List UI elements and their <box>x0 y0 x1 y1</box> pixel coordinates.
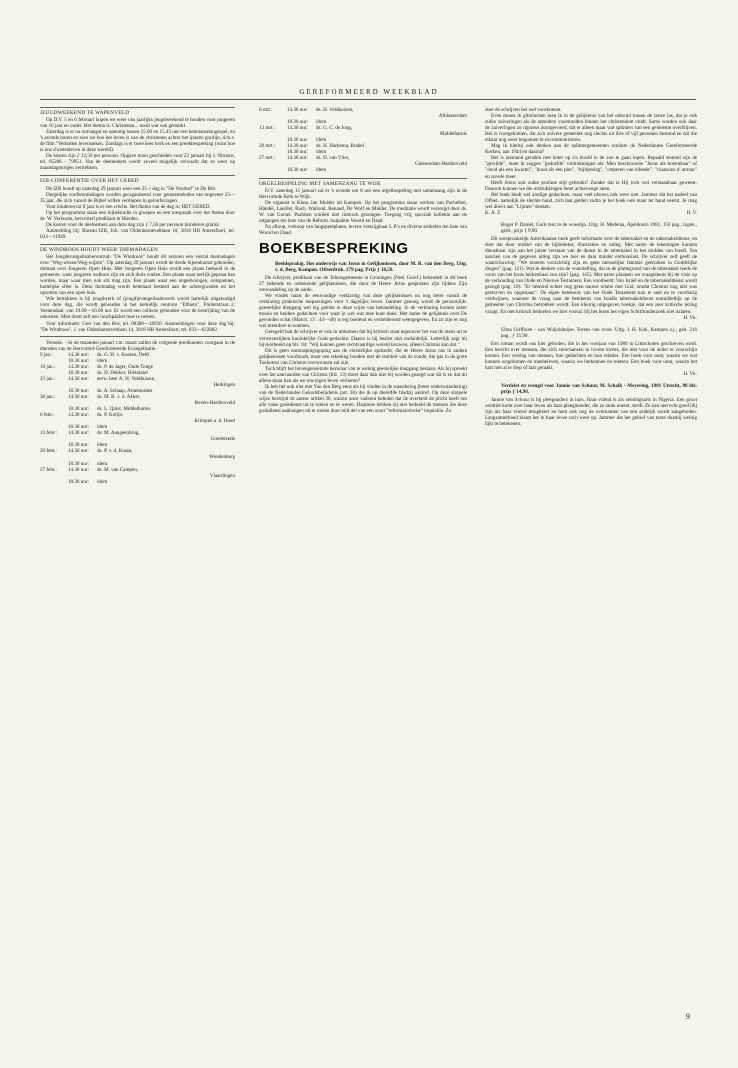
schedule-detail: ds. P. Kolijn, <box>97 412 124 419</box>
schedule-time: 18.30 uur: <box>68 387 89 394</box>
schedule-time: 18.30 uur: <box>68 460 89 467</box>
schedule-detail: idem <box>316 137 327 144</box>
paragraph: De IZB houdt op zaterdag 29 januari weer een 25 + dag in "De Voorbof" te De Bilt. <box>46 185 217 192</box>
schedule-detail: ds. H. Harkema, Brakel <box>316 143 365 150</box>
review-signature-row <box>485 210 697 216</box>
schedule-time: 18.30 uur: <box>68 357 89 364</box>
schedule-place: Alblasserdam <box>438 113 467 120</box>
boekbespreking-heading: BOEKBESPREKING <box>259 239 409 257</box>
schedule-time: 14.30 uur: <box>68 448 89 455</box>
schedule-time: 18.30 uur: <box>68 442 89 449</box>
schedule-date: 30 jan.: <box>40 394 56 401</box>
signature: K. A. Z. <box>485 209 502 216</box>
page-number: 9 <box>686 1012 690 1021</box>
schedule-detail: idem <box>316 149 327 156</box>
schedule-detail: ds. G. H. v. Kooten, Delft <box>97 351 150 358</box>
section-heading: ORGELBESPELING MET SAMENZANG TE WIJK <box>259 178 467 187</box>
paragraph: Yerseke. - In de maanden januari t.m. maart zullen de volgende predikanten voorgaan in de diensten van de Hervormd-Gereformeerde Evangelisatie. <box>40 339 235 352</box>
schedule-time: 18.30 uur: <box>287 119 308 126</box>
paragraph: Ik heb het ook niet met Van den Berg eens als hij vinden in de waardering (beter onderwaardering) van de Nederlandse Geloofsbelijdenis (art. 36) die ik op dierelfde bladzij aantref. Op deze simpele wijze bestrijdt de auteur artikel 36, waarin onze vaderen beleden dat de overheid de plicht heeft om alle valse godsdienst uit te roeien en te weren. Daarmee hebben zij niet bedoeld de mensen die deze godsdienst aanhangen uit te roeien door mid del van een soort "reformatorische" inquisitie. Zo <box>259 383 467 415</box>
schedule-row <box>40 448 235 454</box>
schedule-detail: ds. H. Veldhuizen, <box>316 107 354 113</box>
review-title: Beeldsprakig. Het onderwijs van Jezus in Gelijkenissen, door M. R. van den Berg. Uitg. v. d. Berg, Kampen. Offsetdruk. 179 pag. Prijs ƒ 18,50. <box>275 260 467 273</box>
schedule-date: 27 mrt.: <box>259 155 276 162</box>
section-heading: JEUGDWEEKEND TE WAPENVELD <box>40 107 235 116</box>
schedule-detail: ds. M. Aangeenbrug, <box>97 430 140 437</box>
schedule-detail: ds. P. de Jager, Oude Tonge <box>97 363 153 370</box>
schedule-detail: ds. P. v. d. Kraan, <box>97 448 133 455</box>
review-title: Roger P. Daniel, Gods tent in de woestijn. Uitg. H. Medema, Apeldoorn 1981, 156 pag., ingen., geill., prijs ƒ 9,90. <box>501 221 697 234</box>
service-schedule <box>40 352 235 485</box>
paragraph: Dit is geen ontmaspingsgoping aan de christelijke opdracht, die de Heere Jezus ons in andere gelijkenissen voorhoudt, maar een rekening houden met de realiteit van de zonde, die pas in de grote Toekomst van Christus overwonnen zal zijn. <box>259 347 467 366</box>
schedule-detail: idem <box>97 442 108 449</box>
schedule-time: 14.30 uur: <box>287 125 308 132</box>
schedule-row <box>40 467 235 473</box>
paragraph: Het Jeugdevangelisatiecentrum "De Windroos" houdt dit seizoen een viertal themadagen over "Weg-wezen/Weg-wijzen". Op zaterdag 29 januari wordt de derde bijeenkomst gehouden, ditmaal over Jongeren Open Huis. Met Jongeren Open Huis wordt een plaats bedoeld in de gemeente, waar jongeren welkom zijn en zich thuis voelen. Een plaats waar eerlijk gepraat kan worden, maar waar men ook stil mag zijn. Een plaats waar een ongedwongen, ontspannen, hartelijke sfeer is. Deze themadag wordt helemaal besteed aan de achtergronden en het opzetten van een open huis. <box>40 253 235 297</box>
paragraph: Na afloop, verkoop van langspeelplaten, tevens verkrijgbaar L.P.'s en diverse artikelen ten bate van Woord en Daad. <box>259 223 467 236</box>
schedule-row <box>259 167 467 173</box>
signature: H. V. <box>686 209 697 216</box>
schedule-date <box>259 167 287 173</box>
schedule-detail: eerw. heer A. H. Veldhuizen, <box>97 375 156 382</box>
paragraph: De kosten zijn ƒ 12,50 per persoon. Opgave moet geschieden voor 22 januari bij J. Nitrauw, tel. 05206 - 79951. Van de deelnemers wordt zoveel mogelijk verwacht dat ze weer op maandagmorgen vertrekken. <box>40 153 235 172</box>
paragraph: Geregeld laat de schrijver er ook in uitkomen dat hij kritisch staat tegenover het van de mens uit te verwezenlijken koninkrijke Gods-gedachte. Daarin is hij beslist niet onduidelijk. Letterlijk zegt hij bijvoorbeeld op blz. 94: "Wij kunnen geen rechtvaardige wereld bouwen, alleen Christus kan dat." <box>259 329 467 348</box>
paragraph: Op D.V. 5 en 6 februari hopen we weer ons jaarlijks jeugdweekend te houden voor jongeren van 16 jaar en ouder. Het thema is: Christenen... nooit wat van gemerkt. <box>40 117 235 130</box>
paragraph: Toch blijft het bovengenoemde bezwaar van te weinig geestelijke diepgang bestaan. Als hij spreekt over het aanvaarden van Christus (blz. 13) moet daar dan niet bij worden gezegd wat dit is en dat dit alleen maar kan als we ons eigen leven verlieren? <box>259 365 467 384</box>
signature: H. Vk. <box>683 314 697 321</box>
paragraph: De kosten voor de deelnemers aan deze dag zijn ƒ 7,50 per persoon (kinderen gratis). <box>46 221 220 228</box>
schedule-detail: idem <box>316 167 327 174</box>
schedule-place: Krimpen a. d. IJssel <box>194 418 235 425</box>
schedule-place: Boven-Hardinxveld <box>194 400 235 407</box>
schedule-date: 20 mrt.: <box>259 143 276 150</box>
schedule-date: 9 jan.: <box>40 351 53 358</box>
signature: H. Vk. <box>683 370 697 377</box>
schedule-detail: ds. G. C. de Jong, <box>316 125 353 132</box>
paragraph: D.V. zaterdag 15 januari zal er 's avonds om 8 uur een orgelbespeling met samenzang zijn in de Hervormde Kerk te Wijk. <box>259 187 467 200</box>
paragraph: doet de schrijven het wel voorkomen. <box>485 107 562 113</box>
schedule-date: 13 mrt.: <box>259 125 276 132</box>
service-schedule-continued <box>259 107 467 174</box>
schedule-detail: idem <box>97 478 108 485</box>
masthead: GEREFORMEERD WEEKBLAD <box>299 88 439 96</box>
paragraph: Dit oorspronkelijk Amerikaanse boek geeft informatie over de tabernakel en de tabernakeldienst, en doet dat door middel van de bijbeltekst, illustraties en uitleg. Met name de tekeningen kunnen dienstbaar zijn aan het juiste verstaan van de dienst in de tabernakel in het midden van Israël. Ten aanzien van de gegeven uitleg zijn we hier en daar minder enthousiast. De schrijver zelf geeft de waarschuwing: "We moeten voorzichtig zijn en geen menselijke fantasie gebruiken in Goddelijke dingen" (pag. 121). Wat te denken van de voorstelling, dat in de plattegrond van de tabernakel reeds de vorm van het kruis herkenbaar zou zijn? (pag. 145). Met name plaatsen we vraagtekens bij de visie op de verhouding van Oude en Nieuwe Testament. Een voorbeeld: Van Israël en de tabernakeldienst wordt gezegd (pag. 10): "Er bestond echter nog geen nauwe relatie met God, omdat Christus nog niet was gestorven en opgestaan". De eigen betekenis van het Oude Testament kan te snel en te voorbarig verdwijnen, wanneer de vraag naar de betekenis van Israëls tabernakeldienst onmiddellijk op de gemeente van Christus betrokken wordt. Een kleurig uitgegeven boekje, dat een zeer kritische lezing vraagt. En met kritisch bedoelen we hier vooral: bij het lezen het eigen Schriftonderzoek niet nalaten. <box>485 235 697 315</box>
schedule-time: 18.30 uur: <box>287 167 308 174</box>
schedule-place: Vlaardingen <box>209 472 235 479</box>
section-heading: IZB-CONFERENTIE OVER HET GEBED <box>40 175 235 184</box>
schedule-place: Middelharnis <box>439 131 467 138</box>
paragraph: Wie betrokken is bij jeugdwerk of (jeugd)evangelisatiewerk wordt hartelijk uitgenodigd voor deze dag, die wordt gehouden in het kerkelijk centrum "Eltheto", Fluiterstraat 2, Veenendaal, van 10.00—16.00 uur. Er wordt een collecte gehouden voor de bestrijding van de onkosten. Men dient zelf een lunchpakket mee te nemen. <box>40 296 235 321</box>
schedule-date: 27 febr.: <box>40 466 57 473</box>
schedule-date: 23 jan.: <box>40 375 56 382</box>
schedule-place: Goedereede <box>210 436 235 443</box>
schedule-date: 16 jan.: <box>40 363 56 370</box>
paragraph: Op het programma staan een bijbelstudie in groepen en een toespraak over het thema door ds. W. Verboom, hervormd predikant te Hierden. <box>40 209 235 222</box>
paragraph: Dergelijke conferentiedagen worden georganiseerd voor gemeenteleden van ongeveer 25—35 jaar, die zich vanuit de Bijbel willen verdiepen in geloofsvragen. <box>40 191 235 204</box>
paragraph: Voor informatie: Gert van den Bos, tel. 08380—18926. Aanmeldingen voor deze dag bij: "De Windroos", J. van Oldenbarneveltlaan 14, 3818 HB Amersfoort, tel. 033—622802. <box>40 320 235 333</box>
schedule-detail: idem <box>316 119 327 126</box>
paragraph: De organist is Klaas Jan Mulder uit Kampen. Op het programma staan werken van Pachelbel, Händel, Loeillet, Bach, Wallond, Renaud, De Wolf en Mulder. De meditatie wordt verzorgd door ds. W. van Gorsel. Psalmen worden niet ritmisch gezongen. Toegang vrij, speciale kollekte aan de uitgangen ten bate van de Reform. hulpaktie Woord en Daad. <box>259 199 467 224</box>
column-2 <box>259 107 467 414</box>
schedule-time: 14.30 uur: <box>68 363 89 370</box>
section-heading: DE WINDROOS HOUDT WEER THEMADAGEN <box>40 244 235 253</box>
schedule-date: 20 febr.: <box>40 448 57 455</box>
divider <box>40 336 235 337</box>
paragraph: Een roman wordt ons hier geboden, die in het voorjaar van 1980 in Limschoten geschreven werd. Een bericht over mensen, die zich verschansen in ivoren torens, die niet voor de ander te voorschijn komen. Een verslag van mensen, hun gedachten en hun relaties. Een boek voor uren, waarin we wat kunnen wegdromen en meebeleven, waarin we herkennen en toetsen. Een boek voor uren, waarin het hart niet al te diep of laat geraakt. <box>485 340 697 371</box>
schedule-time: 14.30 uur: <box>68 466 89 473</box>
schedule-place: Giessendam-Hardinxveld <box>414 161 467 168</box>
schedule-detail: ds. M. B. v. d. Akker, <box>97 394 141 401</box>
paragraph: Jannie van Schuur is bij pleegouders in huis. Haar vriend is als zendingsarts in Nigeria. Een groot verdriet komt over haar leven als haar pleegmoeder, die ze tante noemt, sterft. Ze kan niet echt goed blij zijn als haar vriend terugkeert en hem ook nog de overnamen van een praktijk wordt aangeboden. Langzamerhand klaart het in haar leven toch weer op. Jammer dat het geloof van tante daarbij weinig lijkt te betekenen. <box>485 397 697 428</box>
schedule-time: 18.30 uur: <box>68 406 89 413</box>
schedule-row <box>40 479 235 485</box>
paragraph: Aanmelding bij: Bureau IZB, Joh. van Oldenbarneveltlaan 10, 3818 HB Amersfoort, tel. 033—11949. <box>40 227 235 240</box>
schedule-detail: idem <box>97 460 108 467</box>
schedule-detail: ds. M. van Campen, <box>97 466 139 473</box>
column-3 <box>485 107 697 427</box>
paragraph: De schrijver, predikant van de Tehuisgemeente in Groningen (Ned. Geref.) behandelt in dit boek 27 bekende en onbekende gelijkenissen, die door de Heere Jezus gesproken zijn tijdens Zijn omwandeling op de aarde. <box>259 275 467 294</box>
paragraph: We vinden naast de eenvoudige verklaring van deze gelijkenissen nu nog beter vanuit de verklaring praktische toepassingen voor 't dagelijks leven. Jammer genoeg wordt de persoonlijk-geestelijke diepgang wel erg gemist in deze wijze van behandeling. In de verklaring komen zeker mooie en heldere gedachten voor waar je wel wat mee kunt doen. Met name de gelijkenis over De gevonden schat (Match. 13 : 44—46) is erg boeiend en verhelderend weergegeven. En zo zijn er nog wel meerdere te noemen. <box>259 293 467 330</box>
header-rule <box>40 99 696 100</box>
schedule-detail: idem <box>97 424 108 431</box>
paragraph: Voor kinderen tot 8 jaar is er een crèche. Het thema van de dag is: HET GEBED. <box>46 203 211 210</box>
paragraph: Het is niemand geraden met boter op z'n hoofd in de zon te gaan lopen. Bepaald stotend zijn de "gewilde", moet ik zeggen "gedurfde" uitdrukkingen als: Men beschouwde "Jezus als boemelaar" of "dood als een kwartel", "dood als een pier", "bijltjesdag", "creperen van ellende", "chansons d' amour" en zovele meer. <box>485 155 697 180</box>
schedule-row <box>259 107 467 113</box>
schedule-detail: ds. D. Dekker, Dirksland <box>97 369 148 376</box>
schedule-time: 18.30 uur: <box>68 424 89 431</box>
schedule-date: 6 mrt.: <box>259 107 273 113</box>
paragraph: Mag ik hierbij ook denken aan de splintergemeenten rondom de Nederlandse Gereformeerde Kerken, aan 1944 en daarna? <box>485 143 697 156</box>
paragraph: Zaterdag is er na ontvangst en opening tussen 15.00 en 15.45 uur een kennismakingsspel, en 's avonds horen en zien we hoe het leven is van de christenen achter het ijzeren gordijn, d.m.v. de film "Verboden levensteken. Zondags is er twee keer kerk en een preekbespreking (want hoe is ons christenleven in deze wereld). <box>40 129 235 154</box>
schedule-time: 14.30 uur: <box>287 143 308 150</box>
schedule-detail: ds. A. Schaap, Arnemuiden <box>97 387 153 394</box>
schedule-detail: idem <box>97 357 108 364</box>
review-title: Verdriet en vreugd voor Jannie van Schuur, M. Schalk - Meyering, 1981 Utrecht, 88 blz. prijs ƒ 14,90. <box>501 382 697 396</box>
schedule-detail: ds. D. van Vliet, <box>316 155 350 162</box>
paragraph: Even moest ik glimlachen toen ik in de gelijkenis van het onkruid tussen de tarwe las, dat je ook zulke zuiveringen als de arbeiders voorstonden binnen het christendom vindt. Soms worden ook daar de zuiveringen zo rigoreus doorgevoerd, dat er alleen maar wat splinters van een gemeente overblijven. Het is voorgekomen, dat zo'n zuivere gemeente nog slechts uit drie of vijf personen bestond en dat die elkaar nog weer begonnen te excommuniceren. <box>485 113 697 144</box>
schedule-time: 14.30 uur: <box>68 351 89 358</box>
review-title: Elma Griffioen - van Wuijckhuijse, Torens van ivoor. Uitg. J. H. Kok, Kampen z.j., geb. 216 pag., ƒ 15,90. <box>501 326 697 339</box>
schedule-time: 14.30 uur: <box>68 430 89 437</box>
schedule-time: 14.30 uur: <box>68 412 89 419</box>
schedule-date: 13 febr.: <box>40 430 57 437</box>
schedule-place: Woudenberg <box>209 454 235 461</box>
schedule-time: 14.30 uur: <box>287 107 308 113</box>
schedule-date <box>40 479 68 485</box>
column-1 <box>40 107 235 485</box>
schedule-row <box>259 125 467 131</box>
schedule-time: 14.30 uur: <box>68 375 89 382</box>
schedule-date: 6 febr.: <box>40 412 55 419</box>
paragraph: Het boek biedt wel aardige gedachten, maar veel nieuws ook weer niet. Jammer dat het nadeel van Offset, namelijk de slechte band, zich laat gelden zodra je het boek ook maar ter hand neemt. Je mag wel direct aan "Lijmen" denken. <box>485 191 697 210</box>
schedule-row <box>40 430 235 436</box>
schedule-row <box>40 376 235 382</box>
schedule-time: 18.30 uur: <box>287 149 308 156</box>
schedule-time: 14.30 uur: <box>287 155 308 162</box>
schedule-time: 18.30 uur: <box>68 478 89 485</box>
schedule-time: 18.30 uur: <box>287 137 308 144</box>
schedule-time: 18.30 uur: <box>68 369 89 376</box>
paragraph: Heeft Jezus ooit zulke profane stijl gebruikt? Zonder dat ie Hij toch wel verstaanbaar geweest. Daarom kunnen we die uitdrukkingen beter achterwege laten. <box>485 179 697 192</box>
schedule-detail: ds. L. Quist, Middelharnis <box>97 406 151 413</box>
schedule-time: 14.30 uur: <box>68 394 89 401</box>
schedule-place: Herkingen <box>213 381 235 388</box>
